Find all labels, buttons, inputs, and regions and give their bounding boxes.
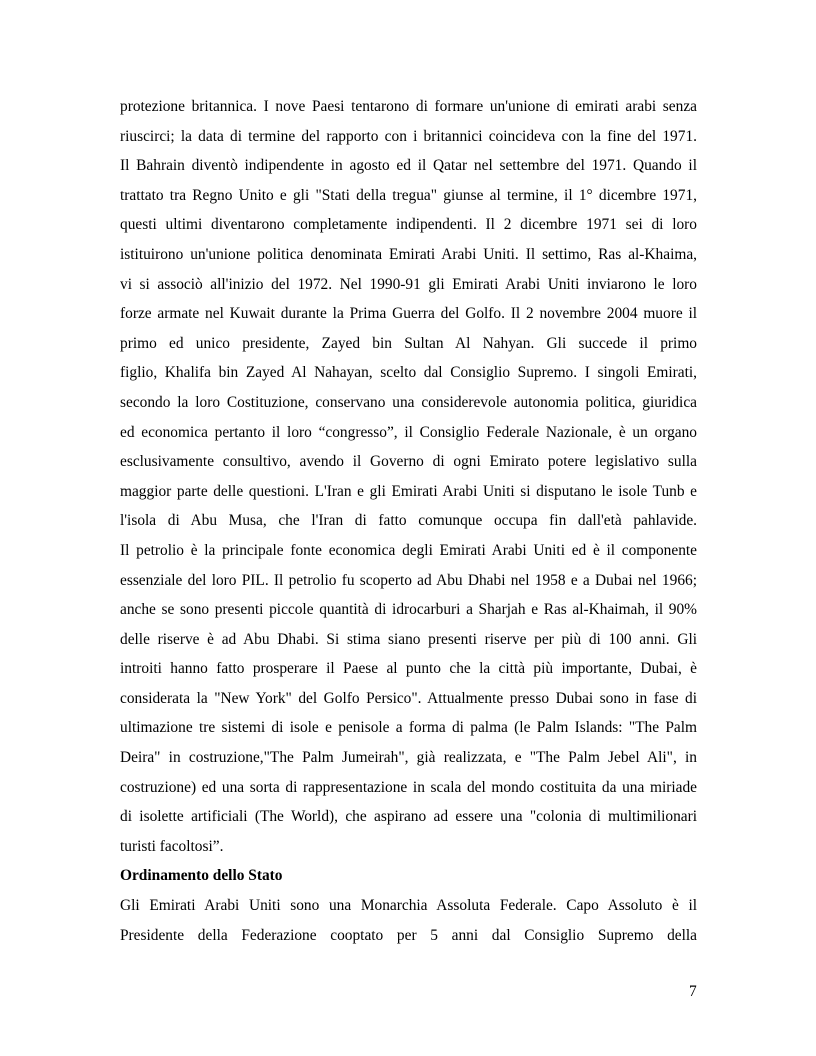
paragraph-state-order [120, 891, 697, 950]
text-line: questi ultimi diventarono completamente indipendenti. Il 2 dicembre 1971 sei di loro [120, 216, 697, 234]
paragraph-history [120, 92, 697, 861]
text-line: forze armate nel Kuwait durante la Prima Guerra del Golfo. Il 2 novembre 2004 muore il [120, 305, 697, 323]
document-page [120, 92, 697, 950]
text-line: delle riserve è ad Abu Dhabi. Si stima siano presenti riserve per più di 100 anni. Gli [120, 630, 697, 648]
text-line: considerata la "New York" del Golfo Persico". Attualmente presso Dubai sono in fase di [120, 689, 697, 707]
text-line: istituirono un'unione politica denominata Emirati Arabi Uniti. Il settimo, Ras al-Khaima, [120, 245, 697, 263]
text-line: maggior parte delle questioni. L'Iran e gli Emirati Arabi Uniti si disputano le isole Tunb e [120, 482, 697, 500]
page-number: 7 [689, 983, 697, 1000]
text-line: protezione britannica. I nove Paesi tentarono di formare un'unione di emirati arabi senza [120, 98, 697, 115]
text-line: figlio, Khalifa bin Zayed Al Nahayan, scelto dal Consiglio Supremo. I singoli Emirati, [120, 364, 697, 382]
text-line: anche se sono presenti piccole quantità di idrocarburi a Sharjah e Ras al-Khaimah, il 90% [120, 601, 697, 619]
text-line: di isolette artificiali (The World), che aspirano ad essere una "colonia di multimilionari [120, 808, 697, 826]
text-line: trattato tra Regno Unito e gli "Stati della tregua" giunse al termine, il 1° dicembre 1971, [120, 186, 697, 204]
text-line: Deira" in costruzione,"The Palm Jumeirah", già realizzata, e "The Palm Jebel Ali", in [120, 749, 697, 767]
text-line: l'isola di Abu Musa, che l'Iran di fatto comunque occupa fin dall'età pahlavide. [120, 512, 697, 530]
text-line: esclusivamente consultivo, avendo il Governo di ogni Emirato potere legislativo sulla [120, 453, 697, 471]
text-line: Presidente della Federazione cooptato per 5 anni dal Consiglio Supremo della [120, 926, 697, 944]
section-heading: Ordinamento dello Stato [120, 867, 283, 885]
text-line: essenziale del loro PIL. Il petrolio fu scoperto ad Abu Dhabi nel 1958 e a Dubai nel 1966; [120, 571, 697, 589]
text-line: Il petrolio è la principale fonte economica degli Emirati Arabi Uniti ed è il componente [120, 541, 697, 559]
text-line: Il Bahrain diventò indipendente in agosto ed il Qatar nel settembre del 1971. Quando il [120, 157, 697, 175]
text-line: vi si associò all'inizio del 1972. Nel 1990-91 gli Emirati Arabi Uniti inviarono le loro [120, 275, 697, 293]
text-line: Gli Emirati Arabi Uniti sono una Monarchia Assoluta Federale. Capo Assoluto è il [120, 897, 697, 915]
text-line: turisti facoltosi”. [120, 837, 224, 855]
text-line: ultimazione tre sistemi di isole e penisole a forma di palma (le Palm Islands: "The Palm [120, 719, 697, 737]
text-line: riuscirci; la data di termine del rapporto con i britannici coincideva con la fine del 1971. [120, 127, 697, 145]
text-line: introiti hanno fatto prosperare il Paese al punto che la città più importante, Dubai, è [120, 660, 697, 678]
text-line: ed economica pertanto il loro “congresso”, il Consiglio Federale Nazionale, è un organo [120, 423, 697, 441]
text-line: primo ed unico presidente, Zayed bin Sultan Al Nahyan. Gli succede il primo [120, 334, 697, 352]
text-line: costruzione) ed una sorta di rappresentazione in scala del mondo costituita da una miriade [120, 778, 697, 796]
text-line: secondo la loro Costituzione, conservano una considerevole autonomia politica, giuridica [120, 393, 697, 411]
